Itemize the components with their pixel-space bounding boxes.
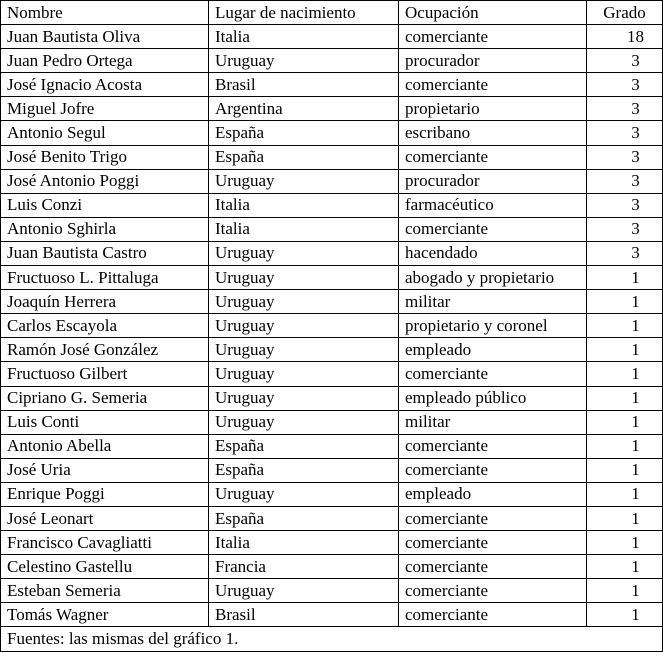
table-body bbox=[1, 25, 663, 627]
cell-ocupacion: comerciante bbox=[399, 25, 587, 49]
cell-ocupacion: propietario bbox=[399, 97, 587, 121]
table-row bbox=[1, 362, 663, 386]
cell-nombre: Antonio Sghirla bbox=[1, 217, 209, 241]
cell-grado: 3 bbox=[587, 97, 663, 121]
cell-nombre: Carlos Escayola bbox=[1, 314, 209, 338]
cell-lugar-de-nacimiento: Uruguay bbox=[209, 386, 399, 410]
table-row bbox=[1, 434, 663, 458]
table-row bbox=[1, 410, 663, 434]
cell-lugar-de-nacimiento: Italia bbox=[209, 25, 399, 49]
cell-grado: 3 bbox=[587, 73, 663, 97]
cell-nombre: José Benito Trigo bbox=[1, 145, 209, 169]
source-note: Fuentes: las mismas del gráfico 1. bbox=[1, 627, 663, 651]
cell-grado: 1 bbox=[587, 458, 663, 482]
cell-lugar-de-nacimiento: España bbox=[209, 145, 399, 169]
table-header-row bbox=[1, 1, 663, 25]
cell-grado: 1 bbox=[587, 386, 663, 410]
cell-lugar-de-nacimiento: Uruguay bbox=[209, 362, 399, 386]
cell-grado: 1 bbox=[587, 603, 663, 627]
table-row bbox=[1, 266, 663, 290]
cell-lugar-de-nacimiento: Uruguay bbox=[209, 579, 399, 603]
table-row bbox=[1, 97, 663, 121]
cell-lugar-de-nacimiento: España bbox=[209, 458, 399, 482]
table-row bbox=[1, 531, 663, 555]
table-row bbox=[1, 506, 663, 530]
cell-grado: 1 bbox=[587, 434, 663, 458]
cell-grado: 1 bbox=[587, 290, 663, 314]
cell-ocupacion: comerciante bbox=[399, 458, 587, 482]
cell-grado: 18 bbox=[587, 25, 663, 49]
cell-nombre: Celestino Gastellu bbox=[1, 555, 209, 579]
cell-lugar-de-nacimiento: Uruguay bbox=[209, 169, 399, 193]
cell-nombre: José Leonart bbox=[1, 506, 209, 530]
cell-nombre: Fructuoso L. Pittaluga bbox=[1, 266, 209, 290]
cell-ocupacion: comerciante bbox=[399, 531, 587, 555]
table-row bbox=[1, 555, 663, 579]
cell-grado: 1 bbox=[587, 482, 663, 506]
cell-ocupacion: comerciante bbox=[399, 145, 587, 169]
cell-nombre: Cipriano G. Semeria bbox=[1, 386, 209, 410]
cell-lugar-de-nacimiento: Brasil bbox=[209, 603, 399, 627]
cell-nombre: Antonio Segul bbox=[1, 121, 209, 145]
cell-ocupacion: militar bbox=[399, 410, 587, 434]
cell-nombre: Antonio Abella bbox=[1, 434, 209, 458]
table-row bbox=[1, 217, 663, 241]
cell-lugar-de-nacimiento: Uruguay bbox=[209, 338, 399, 362]
cell-ocupacion: militar bbox=[399, 290, 587, 314]
header-grado: Grado bbox=[587, 1, 663, 25]
cell-ocupacion: propietario y coronel bbox=[399, 314, 587, 338]
cell-nombre: Luis Conti bbox=[1, 410, 209, 434]
cell-nombre: José Ignacio Acosta bbox=[1, 73, 209, 97]
cell-nombre: Juan Pedro Ortega bbox=[1, 49, 209, 73]
cell-lugar-de-nacimiento: Francia bbox=[209, 555, 399, 579]
cell-ocupacion: abogado y propietario bbox=[399, 266, 587, 290]
cell-lugar-de-nacimiento: Uruguay bbox=[209, 314, 399, 338]
cell-lugar-de-nacimiento: Italia bbox=[209, 193, 399, 217]
cell-nombre: Luis Conzi bbox=[1, 193, 209, 217]
cell-grado: 1 bbox=[587, 362, 663, 386]
table-row bbox=[1, 290, 663, 314]
cell-lugar-de-nacimiento: España bbox=[209, 121, 399, 145]
cell-ocupacion: farmacéutico bbox=[399, 193, 587, 217]
table-row bbox=[1, 482, 663, 506]
cell-nombre: Esteban Semeria bbox=[1, 579, 209, 603]
cell-grado: 3 bbox=[587, 193, 663, 217]
cell-grado: 1 bbox=[587, 579, 663, 603]
table-row bbox=[1, 386, 663, 410]
cell-ocupacion: comerciante bbox=[399, 579, 587, 603]
cell-nombre: Ramón José González bbox=[1, 338, 209, 362]
table-row bbox=[1, 338, 663, 362]
table-row bbox=[1, 73, 663, 97]
cell-grado: 1 bbox=[587, 338, 663, 362]
cell-lugar-de-nacimiento: Uruguay bbox=[209, 241, 399, 265]
cell-lugar-de-nacimiento: Uruguay bbox=[209, 410, 399, 434]
table-row bbox=[1, 49, 663, 73]
table-row bbox=[1, 25, 663, 49]
cell-ocupacion: procurador bbox=[399, 49, 587, 73]
cell-lugar-de-nacimiento: Uruguay bbox=[209, 290, 399, 314]
cell-ocupacion: empleado público bbox=[399, 386, 587, 410]
cell-lugar-de-nacimiento: Italia bbox=[209, 217, 399, 241]
cell-ocupacion: comerciante bbox=[399, 555, 587, 579]
cell-nombre: Juan Bautista Castro bbox=[1, 241, 209, 265]
table-row bbox=[1, 145, 663, 169]
cell-nombre: Enrique Poggi bbox=[1, 482, 209, 506]
header-nombre: Nombre bbox=[1, 1, 209, 25]
cell-ocupacion: empleado bbox=[399, 338, 587, 362]
cell-ocupacion: comerciante bbox=[399, 362, 587, 386]
cell-grado: 3 bbox=[587, 49, 663, 73]
cell-grado: 3 bbox=[587, 145, 663, 169]
table-row bbox=[1, 169, 663, 193]
cell-grado: 1 bbox=[587, 266, 663, 290]
source-row bbox=[1, 627, 663, 651]
cell-lugar-de-nacimiento: Italia bbox=[209, 531, 399, 555]
cell-grado: 3 bbox=[587, 217, 663, 241]
cell-ocupacion: hacendado bbox=[399, 241, 587, 265]
cell-grado: 3 bbox=[587, 121, 663, 145]
cell-ocupacion: empleado bbox=[399, 482, 587, 506]
table-row bbox=[1, 314, 663, 338]
cell-grado: 1 bbox=[587, 531, 663, 555]
table-row bbox=[1, 603, 663, 627]
cell-ocupacion: comerciante bbox=[399, 603, 587, 627]
cell-lugar-de-nacimiento: España bbox=[209, 434, 399, 458]
cell-lugar-de-nacimiento: Brasil bbox=[209, 73, 399, 97]
cell-grado: 3 bbox=[587, 169, 663, 193]
cell-nombre: Tomás Wagner bbox=[1, 603, 209, 627]
cell-lugar-de-nacimiento: Uruguay bbox=[209, 482, 399, 506]
table-row bbox=[1, 121, 663, 145]
table-row bbox=[1, 193, 663, 217]
cell-nombre: Miguel Jofre bbox=[1, 97, 209, 121]
cell-lugar-de-nacimiento: Argentina bbox=[209, 97, 399, 121]
cell-grado: 1 bbox=[587, 314, 663, 338]
cell-lugar-de-nacimiento: Uruguay bbox=[209, 266, 399, 290]
cell-grado: 1 bbox=[587, 555, 663, 579]
table-row bbox=[1, 241, 663, 265]
cell-grado: 3 bbox=[587, 241, 663, 265]
header-ocupacion: Ocupación bbox=[399, 1, 587, 25]
cell-ocupacion: comerciante bbox=[399, 217, 587, 241]
cell-grado: 1 bbox=[587, 410, 663, 434]
cell-ocupacion: escribano bbox=[399, 121, 587, 145]
cell-nombre: José Antonio Poggi bbox=[1, 169, 209, 193]
cell-lugar-de-nacimiento: España bbox=[209, 506, 399, 530]
cell-nombre: Juan Bautista Oliva bbox=[1, 25, 209, 49]
cell-nombre: Joaquín Herrera bbox=[1, 290, 209, 314]
cell-ocupacion: comerciante bbox=[399, 506, 587, 530]
cell-ocupacion: procurador bbox=[399, 169, 587, 193]
cell-grado: 1 bbox=[587, 506, 663, 530]
table-row bbox=[1, 458, 663, 482]
header-lugar-de-nacimiento: Lugar de nacimiento bbox=[209, 1, 399, 25]
cell-nombre: José Uria bbox=[1, 458, 209, 482]
cell-nombre: Fructuoso Gilbert bbox=[1, 362, 209, 386]
cell-ocupacion: comerciante bbox=[399, 434, 587, 458]
cell-nombre: Francisco Cavagliatti bbox=[1, 531, 209, 555]
cell-ocupacion: comerciante bbox=[399, 73, 587, 97]
table-row bbox=[1, 579, 663, 603]
cell-lugar-de-nacimiento: Uruguay bbox=[209, 49, 399, 73]
